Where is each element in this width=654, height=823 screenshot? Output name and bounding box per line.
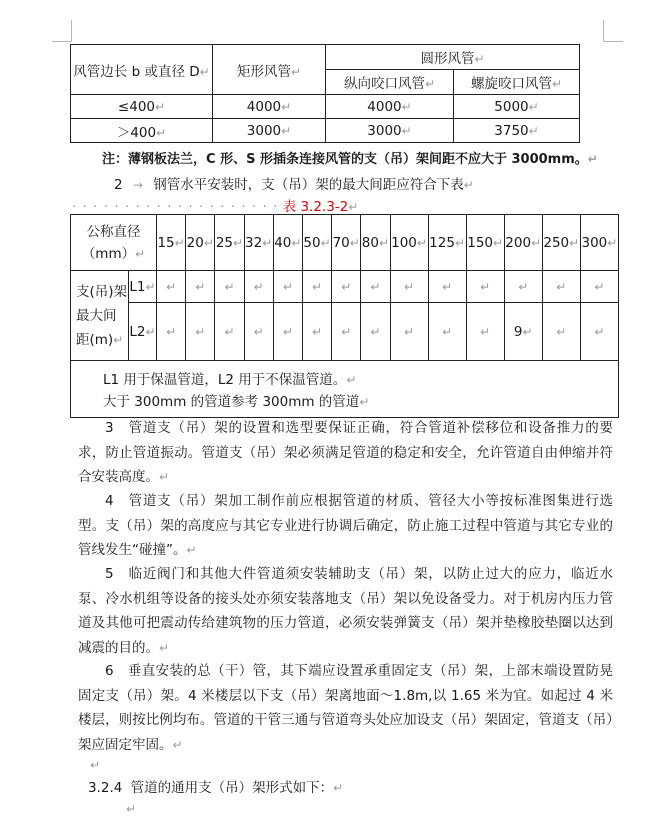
diameter-cell: 300↵ bbox=[580, 215, 618, 271]
diameter-cell: 70↵ bbox=[332, 215, 361, 271]
diameter-cell: 50↵ bbox=[302, 215, 331, 271]
table-row-l2: L2↵ ↵ ↵ ↵ ↵ ↵ ↵ ↵ ↵ ↵ ↵ ↵ 9↵ ↵ ↵ bbox=[71, 303, 619, 361]
crop-mark-top-right bbox=[603, 20, 623, 42]
header-rect-duct: 矩形风管↵ bbox=[213, 45, 326, 95]
diameter-cell: 25↵ bbox=[215, 215, 244, 271]
diameter-cell: 15↵ bbox=[157, 215, 186, 271]
table-note-row bbox=[71, 361, 619, 418]
header-spiral-seam: 螺旋咬口风管↵ bbox=[454, 70, 580, 95]
paragraph-6: 6 垂直安装的总（干）管，其下端应设置承重固定支（吊）架，上部末端设置防晃固定支（吊）架。4 米楼层以下支（吊）架离地面～1.8m,以 1.65 米为宜。如起过 4 米楼层，则按比例均布。管道的干管三通与管道弯头处应加设支（吊）架固定，管道支（吊）架应固定牢固。↵ bbox=[78, 663, 613, 753]
header-longitudinal-seam: 纵向咬口风管↵ bbox=[326, 70, 454, 95]
diameter-cell: 40↵ bbox=[273, 215, 302, 271]
diameter-cell: 100↵ bbox=[390, 215, 428, 271]
table-caption: · · · · · · · · · · · · · · · · · · · · 表 3.2.3-2↵ bbox=[72, 199, 359, 215]
diameter-cell: 125↵ bbox=[428, 215, 466, 271]
section-3-2-4: 3.2.4 管道的通用支（吊）架形式如下：↵ bbox=[88, 780, 344, 796]
table-row-l1: 支(吊)架最大间距(m)↵ L1↵ ↵ ↵ ↵ ↵ ↵ ↵ ↵ ↵ ↵ ↵ ↵ ↵ ↵ ↵ bbox=[71, 271, 619, 303]
table-row: ＞400↵ 3000↵ 3000↵ 3750↵ bbox=[71, 119, 580, 143]
paragraph-5: 5 临近阀门和其他大件管道须安装辅助支（吊）架，以防止过大的应力，临近水泵、冷水机组等设备的接头处亦须安装落地支（吊）架以免设备受力。对于机房内压力管道及其他可把震动传给建筑物的压力管道，必须安装弹簧支（吊）架并垫橡胶垫圈以达到减震的目的。↵ bbox=[78, 566, 613, 656]
note-flange-spacing: 注：薄钢板法兰，C 形、S 形插条连接风管的支（吊）架间距不应大于 3000mm。↵ bbox=[102, 152, 598, 167]
pipe-support-spacing-table bbox=[70, 214, 619, 418]
header-nominal-diameter: 公称直径（mm）↵ bbox=[71, 215, 157, 271]
header-round-duct: 圆形风管↵ bbox=[326, 45, 580, 70]
item-2-steel-pipe: 2 → 钢管水平安装时，支（吊）架的最大间距应符合下表↵ bbox=[114, 177, 474, 193]
diameter-cell: 32↵ bbox=[244, 215, 273, 271]
paragraph-3: 3 管道支（吊）架的设置和选型要保证正确，符合管道补偿移位和设备推力的要求，防止管道振动。管道支（吊）架必须满足管道的稳定和安全，允许管道自由伸缩并符合安装高度。↵ bbox=[78, 420, 613, 485]
paragraph-4: 4 管道支（吊）架加工制作前应根据管道的材质、管径大小等按标准图集进行选型。支（吊）架的高度应与其它专业进行协调后确定，防止施工过程中管道与其它专业的管线发生“碰撞”。↵ bbox=[78, 493, 613, 558]
diameter-cell: 250↵ bbox=[542, 215, 580, 271]
row-group-label: 支(吊)架最大间距(m)↵ bbox=[71, 271, 129, 361]
diameter-cell: 150↵ bbox=[466, 215, 504, 271]
empty-paragraph-mark: ↵ bbox=[90, 758, 101, 772]
diameter-cell: 80↵ bbox=[361, 215, 390, 271]
header-duct-size: 风管边长 b 或直径 D↵ bbox=[71, 45, 213, 95]
empty-paragraph-mark: ↵ bbox=[126, 802, 137, 816]
duct-spacing-table bbox=[70, 44, 580, 143]
crop-mark-top-left bbox=[52, 20, 72, 42]
diameter-cell: 20↵ bbox=[186, 215, 215, 271]
diameter-cell: 200↵ bbox=[504, 215, 542, 271]
table-row: ≤400↵ 4000↵ 4000↵ 5000↵ bbox=[71, 95, 580, 119]
note-300mm: 大于 300mm 的管道参考 300mm 的管道↵ bbox=[103, 394, 370, 410]
note-l1-l2: L1 用于保温管道，L2 用于不保温管道。↵ bbox=[103, 372, 357, 388]
